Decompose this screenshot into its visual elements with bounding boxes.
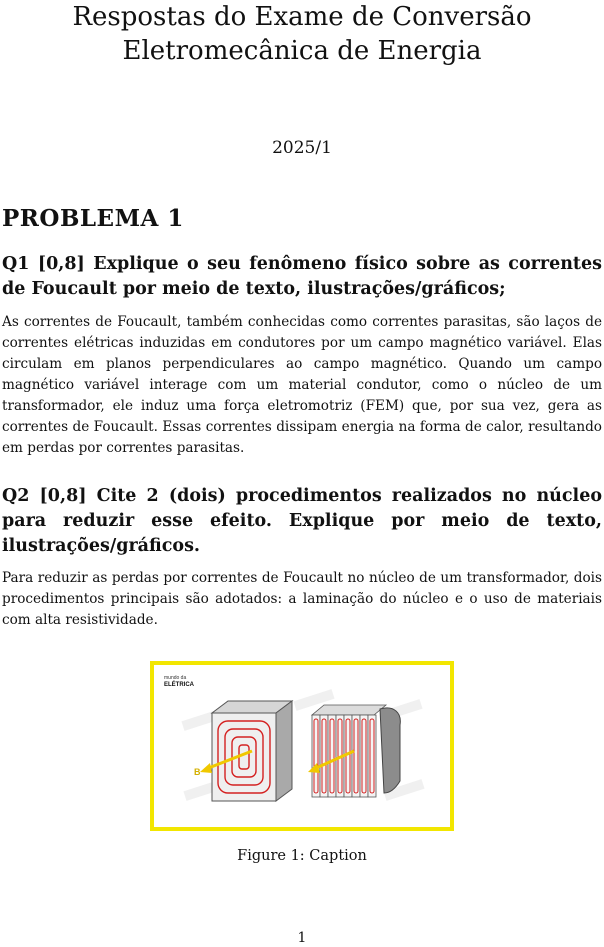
figure-caption: Figure 1: Caption: [237, 848, 367, 864]
title-line-1: Respostas do Exame de Conversão: [72, 2, 532, 32]
question-1-answer: As correntes de Foucault, também conhecidas como correntes parasitas, são laços de correntes elétricas induzidas em condutores por um campo magnético variável. Elas circulam em planos perpendiculares ao campo magnético. Quando um campo magnético variável interage com um material condutor, como o núcleo de um transformador, ele induz uma força eletromotriz (FEM) que, por sua vez, gera as correntes de Foucault. Essas correntes dissipam energia na forma de calor, resultando em perdas por correntes parasitas.: [2, 314, 602, 456]
question-2-heading: Q2 [0,8] Cite 2 (dois) procedimentos realizados no núcleo para reduzir esse efeito. Explique por meio de texto, ilustrações/gráficos.: [2, 486, 602, 556]
logo-brand-text: ELÉTRICA: [164, 682, 194, 688]
section-heading: PROBLEMA 1: [2, 205, 184, 232]
logo-small-text: mundo da: [164, 675, 187, 681]
title-line-2: Eletromecânica de Energia: [122, 36, 482, 66]
field-label-b: B: [194, 767, 201, 777]
question-2-answer: Para reduzir as perdas por correntes de Foucault no núcleo de um transformador, dois procedimentos principais são adotados: a laminação do núcleo e o uso de materiais com alta resistividade.: [2, 570, 602, 628]
eddy-current-figure: [150, 661, 454, 831]
eddy-current-illustration: [154, 665, 450, 827]
page-number: 1: [297, 930, 307, 946]
document-title: [0, 0, 604, 68]
laminated-core: [312, 705, 400, 797]
document-date: 2025/1: [272, 138, 332, 158]
question-1-heading: Q1 [0,8] Explique o seu fenômeno físico sobre as correntes de Foucault por meio de texto, ilustrações/gráficos;: [2, 254, 602, 299]
